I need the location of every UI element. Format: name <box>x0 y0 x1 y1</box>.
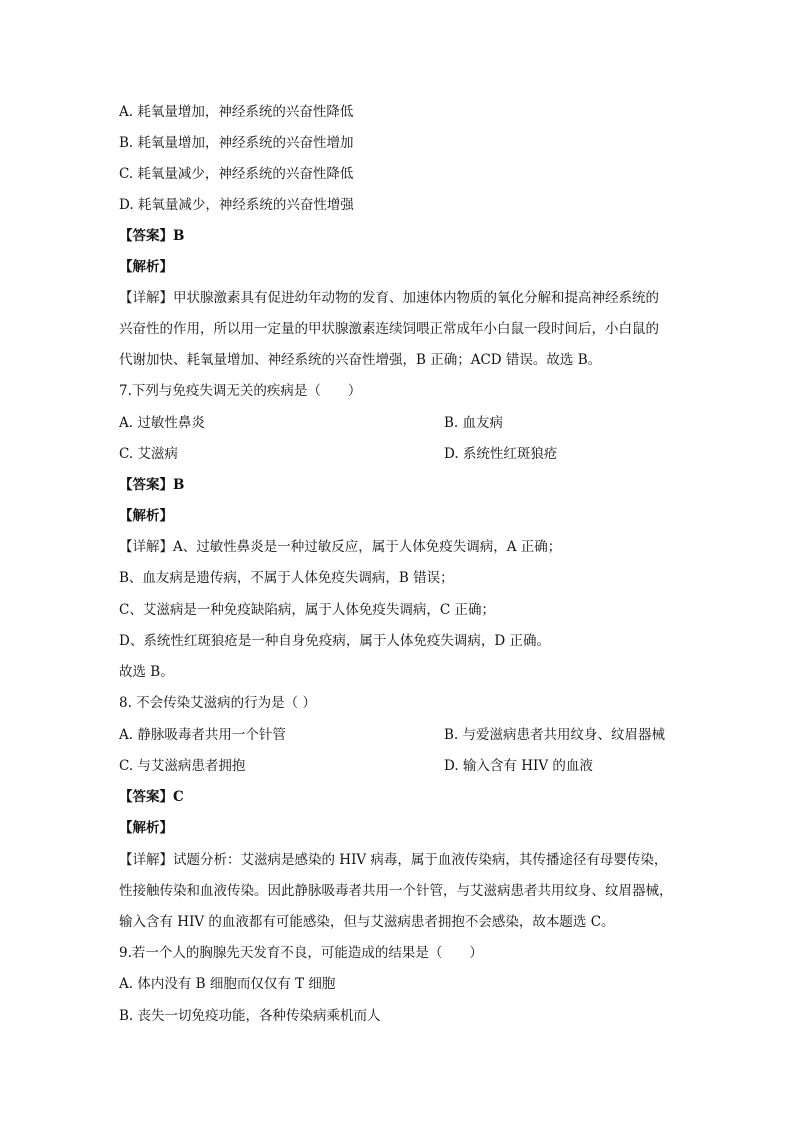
q8-detail-line: 【详解】试题分析：艾滋病是感染的 HIV 病毒，属于血液传染病，其传播途径有母婴传染， <box>119 852 668 868</box>
q6-detail-line: 代谢加快、耗氧量增加、神经系统的兴奋性增强，B 正确；ACD 错误。故选 B。 <box>119 352 602 368</box>
q6-detail-line: 兴奋性的作用，所以用一定量的甲状腺激素连续饲喂正常成年小白鼠一段时间后，小白鼠的 <box>119 321 659 337</box>
q8-stem: 8. 不会传染艾滋病的行为是（ ） <box>119 695 316 711</box>
q8-detail-line: 性接触传染和血液传染。因此静脉吸毒者共用一个针管，与艾滋病患者共用纹身、纹眉器械， <box>119 883 673 899</box>
q8-answer: 【答案】C <box>119 789 184 805</box>
q7-option-c: C. 艾滋病 <box>119 446 178 462</box>
q6-analysis-heading: 【解析】 <box>119 259 173 275</box>
q6-detail-line: 【详解】甲状腺激素具有促进幼年动物的发育、加速体内物质的氧化分解和提高神经系统的 <box>119 290 659 306</box>
q6-option-a: A. 耗氧量增加，神经系统的兴奋性降低 <box>119 104 354 120</box>
q7-detail-line: C、艾滋病是一种免疫缺陷病，属于人体免疫失调病，C 正确； <box>119 602 495 618</box>
q6-answer: 【答案】B <box>119 228 185 244</box>
q7-option-d: D. 系统性红斑狼疮 <box>444 446 558 462</box>
q9-option-a: A. 体内没有 B 细胞而仅仅有 T 细胞 <box>119 976 336 992</box>
q6-option-b: B. 耗氧量增加，神经系统的兴奋性增加 <box>119 135 354 151</box>
q9-option-b: B. 丧失一切免疫功能，各种传染病乘机而人 <box>119 1008 381 1024</box>
q7-detail-line: 【详解】A、过敏性鼻炎是一种过敏反应，属于人体免疫失调病，A 正确； <box>119 539 562 555</box>
q6-option-d: D. 耗氧量减少，神经系统的兴奋性增强 <box>119 197 354 213</box>
q7-answer: 【答案】B <box>119 477 185 493</box>
q7-conclusion: 故选 B。 <box>119 664 174 680</box>
q8-option-c: C. 与艾滋病患者拥抱 <box>119 758 246 774</box>
q7-stem: 7.下列与免疫失调无关的疾病是（ ） <box>119 383 362 399</box>
q7-detail-line: B、血友病是遗传病，不属于人体免疫失调病，B 错误； <box>119 570 454 586</box>
q8-analysis-heading: 【解析】 <box>119 820 173 836</box>
q7-option-a: A. 过敏性鼻炎 <box>119 415 205 431</box>
q7-analysis-heading: 【解析】 <box>119 508 173 524</box>
q8-detail-line: 输入含有 HIV 的血液都有可能感染，但与艾滋病患者拥抱不会感染，故本题选 C。 <box>119 914 615 930</box>
q8-option-d: D. 输入含有 HIV 的血液 <box>444 758 593 774</box>
q8-option-b: B. 与爱滋病患者共用纹身、纹眉器械 <box>444 727 666 743</box>
q9-stem: 9.若一个人的胸腺先天发育不良，可能造成的结果是（ ） <box>119 945 483 961</box>
q7-option-b: B. 血友病 <box>444 415 504 431</box>
q8-option-a: A. 静脉吸毒者共用一个针管 <box>119 727 286 743</box>
q6-option-c: C. 耗氧量减少，神经系统的兴奋性降低 <box>119 166 354 182</box>
q7-detail-line: D、系统性红斑狼疮是一种自身免疫病，属于人体免疫失调病，D 正确。 <box>119 633 550 649</box>
